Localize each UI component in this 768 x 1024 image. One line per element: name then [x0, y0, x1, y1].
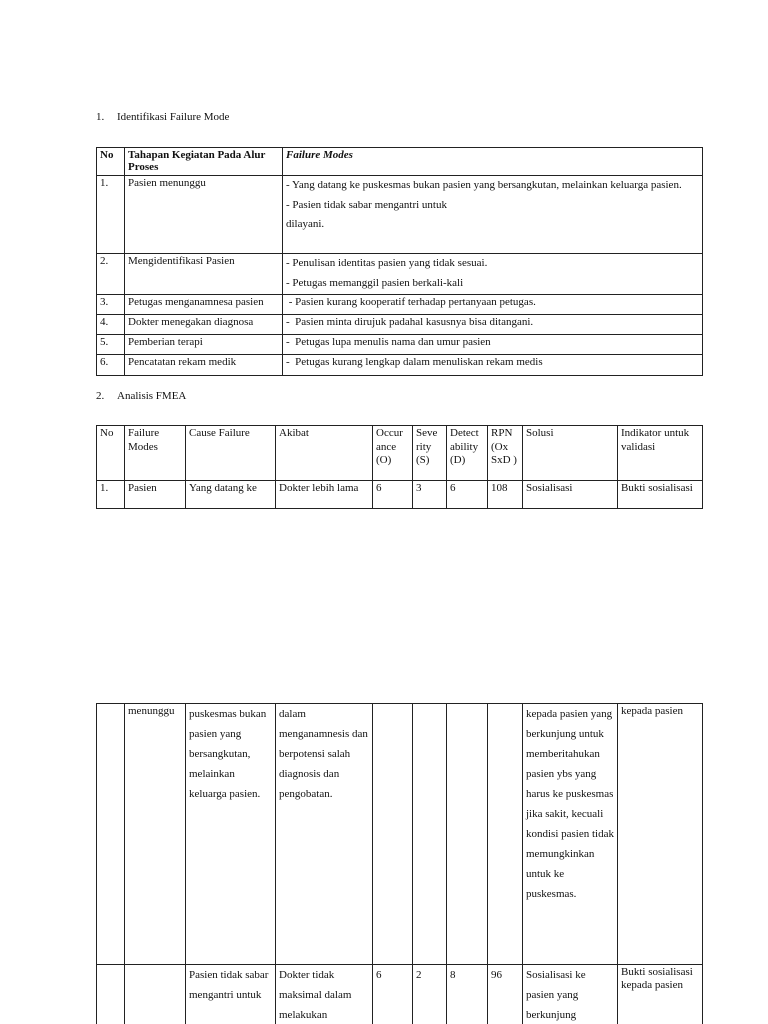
cell-indicator: Bukti sosialisasi kepada pasien — [618, 965, 703, 1024]
cell-severity: 2 — [413, 965, 447, 1024]
cell-no — [97, 965, 125, 1024]
table-row — [97, 295, 703, 315]
cell-effect: Dokter lebih lama — [276, 481, 373, 509]
header-cause-failure: Cause Failure — [186, 426, 276, 481]
row-modes — [283, 254, 703, 295]
cell-no: 1. — [97, 481, 125, 509]
row-stage: Petugas menganamnesa pasien — [125, 295, 283, 315]
cell-failure-mode: Pasien — [125, 481, 186, 509]
row-stage: Dokter menegakan diagnosa — [125, 315, 283, 335]
header-akibat: Akibat — [276, 426, 373, 481]
header-occurance: Occur ance (O) — [373, 426, 413, 481]
header-detectability: Detect ability (D) — [447, 426, 488, 481]
row-no: 1. — [97, 176, 125, 254]
cell-rpn — [488, 704, 523, 965]
table-row — [97, 355, 703, 376]
cell-detectability: 8 — [447, 965, 488, 1024]
row-modes — [283, 176, 703, 254]
header-failure-modes: Failure Modes — [283, 148, 703, 176]
fmea-table-continued — [96, 703, 703, 1024]
row-no: 2. — [97, 254, 125, 295]
table-row — [97, 481, 703, 509]
cell-rpn: 108 — [488, 481, 523, 509]
cell-indicator: kepada pasien — [618, 704, 703, 965]
row-no: 4. — [97, 315, 125, 335]
row-modes: - Pasien kurang kooperatif terhadap pertanyaan petugas. — [283, 295, 703, 315]
cell-effect: Dokter tidak maksimal dalam melakukan — [276, 965, 373, 1024]
cell-cause: Pasien tidak sabar mengantri untuk — [186, 965, 276, 1024]
section-1-number: 1. — [96, 111, 105, 123]
cell-indicator: Bukti sosialisasi — [618, 481, 703, 509]
header-indikator: Indikator untuk validasi — [618, 426, 703, 481]
row-stage: Pasien menunggu — [125, 176, 283, 254]
row-stage: Pencatatan rekam medik — [125, 355, 283, 376]
cell-rpn: 96 — [488, 965, 523, 1024]
row-modes: - Pasien minta dirujuk padahal kasusnya bisa ditangani. — [283, 315, 703, 335]
cell-occurance — [373, 704, 413, 965]
cell-cause: puskesmas bukan pasien yang bersangkutan, melainkan keluarga pasien. — [186, 704, 276, 965]
table-header-row — [97, 148, 703, 176]
row-stage: Mengidentifikasi Pasien — [125, 254, 283, 295]
mode-line: - Penulisan identitas pasien yang tidak sesuai. — [286, 257, 488, 269]
cell-solution: kepada pasien yang berkunjung untuk memberitahukan pasien ybs yang harus ke puskesmas jika sakit, kecuali kondisi pasien tidak memungkinkan untuk ke puskesmas. — [523, 704, 618, 965]
row-no: 6. — [97, 355, 125, 376]
section-2-number: 2. — [96, 390, 105, 402]
row-no: 5. — [97, 335, 125, 355]
header-rpn: RPN (Ox SxD ) — [488, 426, 523, 481]
cell-severity: 3 — [413, 481, 447, 509]
header-severity: Seve rity (S) — [413, 426, 447, 481]
cell-detectability: 6 — [447, 481, 488, 509]
table-header-row — [97, 426, 703, 481]
mode-line: - Petugas memanggil pasien berkali-kali — [286, 276, 464, 289]
cell-detectability — [447, 704, 488, 965]
header-no: No — [97, 426, 125, 481]
header-solusi: Solusi — [523, 426, 618, 481]
cell-cause: Yang datang ke — [186, 481, 276, 509]
table-row — [97, 254, 703, 295]
row-modes: - Petugas lupa menulis nama dan umur pasien — [283, 335, 703, 355]
mode-line: dilayani. — [286, 218, 325, 230]
cell-solution: Sosialisasi ke pasien yang berkunjung — [523, 965, 618, 1024]
row-modes: - Petugas kurang lengkap dalam menuliskan rekam medis — [283, 355, 703, 376]
table-row — [97, 704, 703, 965]
table-row — [97, 335, 703, 355]
cell-failure-mode: menunggu — [125, 704, 186, 965]
cell-failure-mode — [125, 965, 186, 1024]
cell-effect: dalam menganamnesis dan berpotensi salah diagnosis dan pengobatan. — [276, 704, 373, 965]
section-2-title: Analisis FMEA — [117, 390, 187, 402]
header-no: No — [97, 148, 125, 176]
section-1-heading — [96, 110, 229, 124]
section-2-heading — [96, 389, 186, 403]
table-row — [97, 176, 703, 254]
cell-severity — [413, 704, 447, 965]
row-stage: Pemberian terapi — [125, 335, 283, 355]
cell-solution: Sosialisasi — [523, 481, 618, 509]
cell-occurance: 6 — [373, 481, 413, 509]
header-failure-modes: Failure Modes — [125, 426, 186, 481]
table-row — [97, 965, 703, 1024]
mode-line: - Yang datang ke puskesmas bukan pasien yang bersangkutan, melainkan keluarga pasien. — [286, 179, 682, 191]
table-row — [97, 315, 703, 335]
fmea-table — [96, 425, 703, 509]
section-1-title: Identifikasi Failure Mode — [117, 111, 230, 123]
failure-mode-table — [96, 147, 703, 376]
cell-no — [97, 704, 125, 965]
cell-occurance: 6 — [373, 965, 413, 1024]
mode-line: - Pasien tidak sabar mengantri untuk — [286, 198, 447, 211]
header-stage: Tahapan Kegiatan Pada Alur Proses — [125, 148, 283, 176]
row-no: 3. — [97, 295, 125, 315]
